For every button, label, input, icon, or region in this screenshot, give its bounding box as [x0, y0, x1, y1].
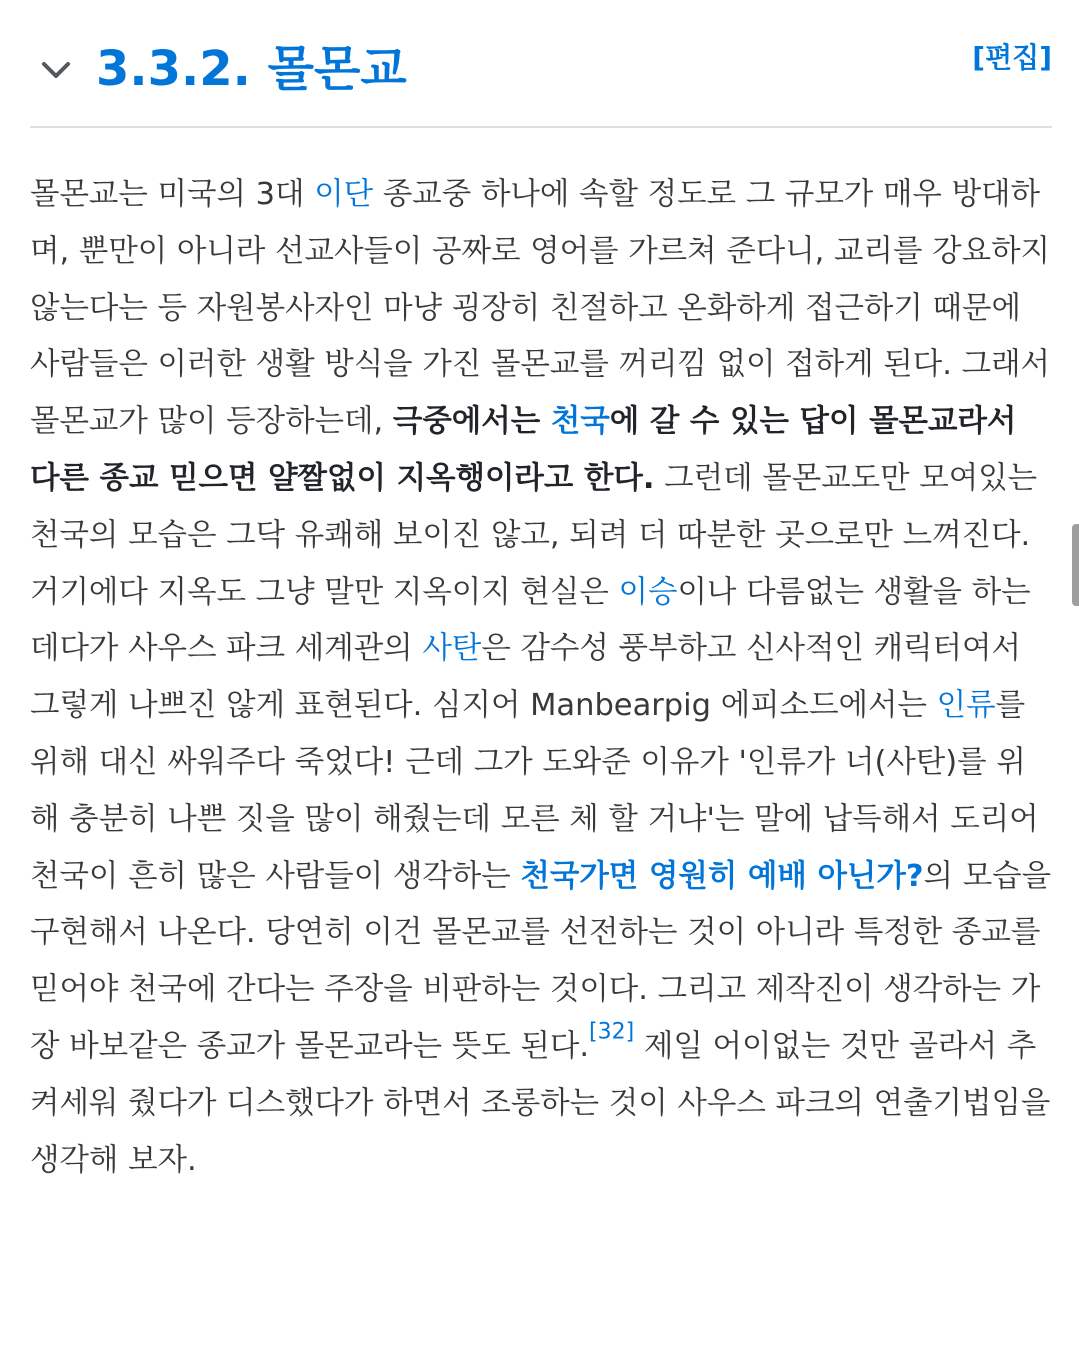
section-title: 3.3.2. 몰몬교 — [96, 41, 407, 97]
paragraph-text: 그런데 몰몬교도만 모여있는 천국의 모습은 그닥 유쾌해 보이진 않고, 되려 더 따분한 곳으로만 느껴진다. 거기에다 지옥도 그냥 말만 지옥이지 현실은 — [30, 460, 1038, 610]
scrollbar-thumb[interactable] — [1072, 524, 1079, 606]
link-iseung[interactable]: 이승 — [618, 574, 678, 610]
link-heaven[interactable]: 천국 — [550, 404, 610, 440]
link-human[interactable]: 인류 — [936, 688, 996, 724]
paragraph-text: 의 모습을 구현해서 나온다. 당연히 이건 몰몬교를 선전하는 것이 아니라 특정한 종교를 믿어야 천국에 간다는 주장을 비판하는 것이다. 그리고 제작진이 생각하는 가장 바보같은 종교가 몰몬교라는 뜻도 된다. — [30, 858, 1052, 1064]
article-paragraph — [30, 167, 1052, 1189]
paragraph-text: 제일 어이없는 것만 골라서 추켜세워 줬다가 디스했다가 하면서 조롱하는 것이 사우스 파크의 연출기법임을 생각해 보자. — [30, 1028, 1051, 1178]
section-header — [0, 0, 1079, 128]
footnote-link[interactable]: [32] — [589, 1019, 635, 1045]
link-idan[interactable]: 이단 — [314, 177, 374, 212]
paragraph-text: 를 위해 대신 싸워주다 죽었다! 근데 그가 도와준 이유가 '인류가 너(사탄)를 위해 충분히 나쁜 짓을 많이 해줬는데 모른 체 할 거냐'는 말에 납득해서 도리어 천국이 흔히 많은 사람들이 생각하는 — [30, 688, 1039, 894]
section-divider — [30, 126, 1052, 128]
link-worship-forever[interactable]: 천국가면 영원히 예배 아닌가? — [520, 858, 924, 894]
edit-link[interactable]: [편집] — [972, 41, 1052, 74]
paragraph-text: 은 감수성 풍부하고 신사적인 캐릭터여서 그렇게 나쁘진 않게 표현된다. 심지어 Manbearpig 에피소드에서는 — [30, 631, 1021, 724]
paragraph-text: 이나 다름없는 생활을 하는데다가 사우스 파크 세계관의 — [30, 574, 1031, 667]
paragraph-text: 종교중 하나에 속할 정도로 그 규모가 매우 방대하며, 뿐만이 아니라 선교사들이 공짜로 영어를 가르쳐 준다니, 교리를 강요하지 않는다는 등 자원봉사자인 마냥 굉장히 친절하고 온화하게 접근하기 때문에 사람들은 이러한 생활 방식을 가진 몰몬교를 꺼리낌 없이 접하게 된다. 그래서 몰몬교가 많이 등장하는데, — [30, 177, 1050, 440]
link-satan[interactable]: 사탄 — [422, 631, 482, 667]
paragraph-text: 몰몬교는 미국의 3대 — [30, 177, 315, 212]
chevron-down-icon[interactable] — [36, 50, 76, 90]
bold-text: 극중에서는 — [392, 404, 551, 440]
bold-text: 에 갈 수 있는 답이 몰몬교라서 다른 종교 믿으면 얄짤없이 지옥행이라고 한다. — [30, 404, 1017, 496]
